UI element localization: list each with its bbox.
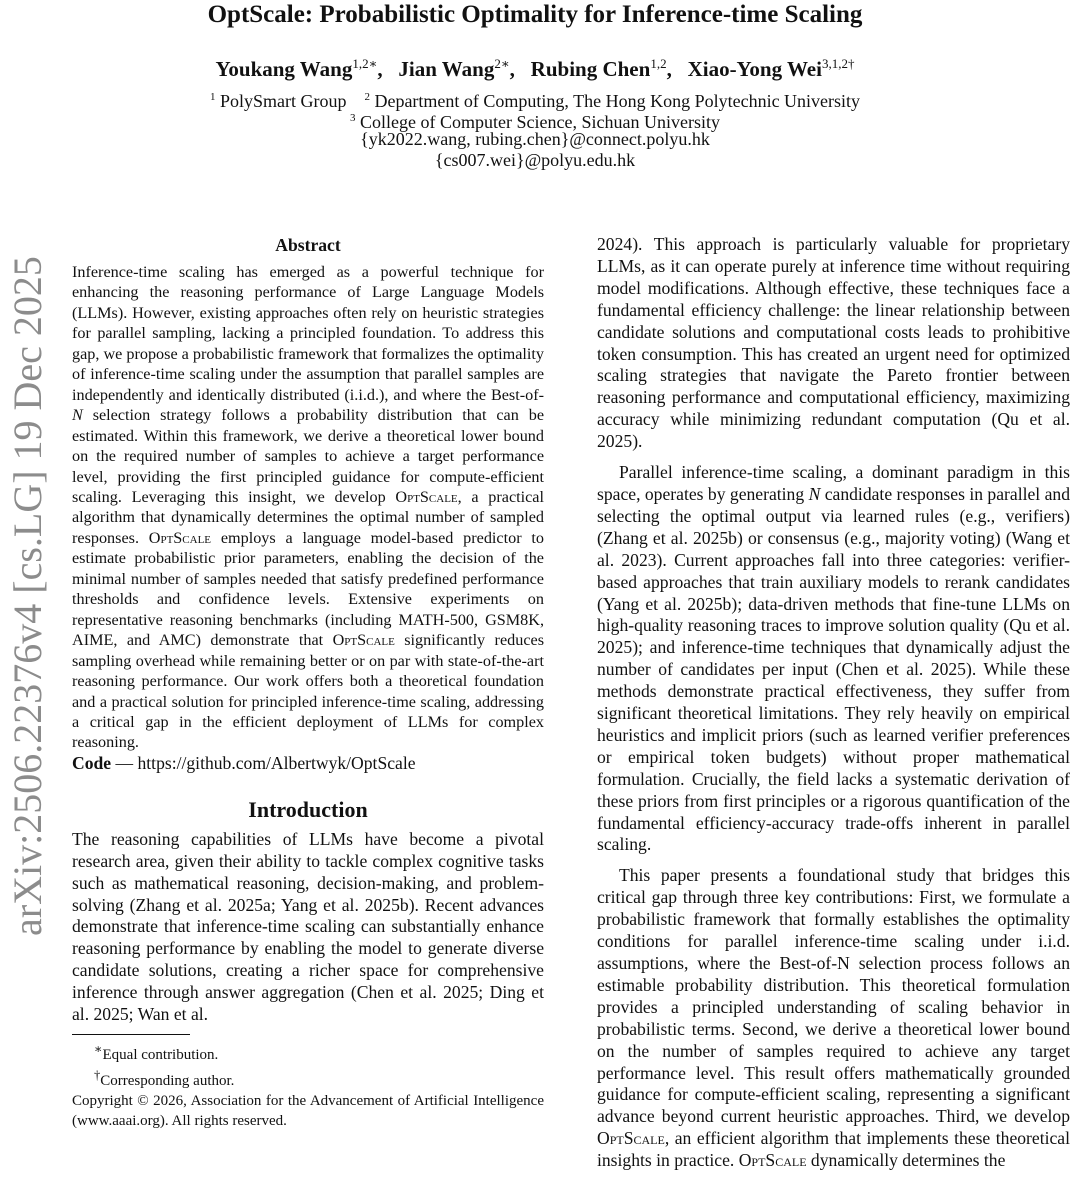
author-name: Xiao-Yong Wei: [687, 57, 822, 81]
footnote-text: Corresponding author.: [100, 1072, 235, 1089]
author-name: Youkang Wang: [215, 57, 353, 81]
method-name: OptScale: [738, 1150, 807, 1171]
abstract-body: [72, 262, 544, 753]
math-variable: N: [72, 406, 83, 425]
footnote-corresponding-author: [72, 1065, 544, 1091]
affiliation-marker: 1: [209, 91, 216, 103]
method-name: OptScale: [148, 528, 212, 547]
author-affiliation-marker: 3,1,2†: [821, 56, 855, 71]
method-name: OptScale: [597, 1128, 665, 1149]
body-text: candidate responses in parallel and selecting the optimal output via learned rules (e.g., verifiers) (Zhang et al. 2025b) or consensus (e.g., majority voting) (Wang et al. 2023). Current approaches fall into three categories: verifier-based approaches that train auxiliary models to rerank candidates (Yang et al. 2025b); data-driven methods that fine-tune LLMs on high-quality reasoning traces to improve solution quality (Qu et al. 2025); and inference-time techniques that dynamically adjust the number of candidates per input (Chen et al. 2025). While these methods demonstrate practical effectiveness, they suffer from significant theoretical limitations. They rely heavily on empirical heuristics and implicit priors (such as learned verifier preferences or empirical token budgets) without proper mathematical formulation. Crucially, the field lacks a systematic derivation of these priors from first principles or a rigorous quantification of the fundamental efficiency-accuracy trade-offs inherent in parallel scaling.: [597, 483, 1070, 855]
footnote-marker: †: [94, 1067, 101, 1082]
abstract-text: employs a language model-based predictor to estimate probabilistic prior parameters, enabling the decision of the minimal number of samples needed that satisfy predefined performance thresholds and confidence levels. Extensive experiments on representative reasoning benchmarks (including MATH-500, GSM8K, AIME, and AMC) demonstrate that: [72, 528, 544, 650]
affiliation-text: PolySmart Group: [215, 91, 365, 111]
abstract-text: Inference-time scaling has emerged as a powerful technique for enhancing the reasoning performance of Large Language Models (LLMs). However, existing approaches often rely on heuristic strategies for parallel sampling, lacking a principled foundation. To address this gap, we propose a probabilistic framework that formalizes the optimality of inference-time scaling under the assumption that parallel samples are independently and identically distributed (i.i.d.), and where the Best-of-: [72, 263, 544, 404]
method-name: OptScale: [395, 487, 458, 506]
author-separator: ,: [377, 57, 399, 81]
body-text: This paper presents a foundational study that bridges this critical gap through three key contributions: First, we formulate a probabilistic framework that formally establishes the optimality conditions for parallel inference-time scaling under i.i.d. assumptions, where the Best-of-N selection process follows an estimable probability distribution. This theoretical formulation provides a principled understanding of scaling behavior in probabilistic terms. Second, we derive a theoretical lower bound on the number of samples required to achieve any target performance level. This result offers mathematically grounded guidance for compute-efficient scaling, representing a significant advance beyond current heuristic approaches. Third, we develop: [597, 865, 1070, 1127]
body-text: , an efficient algorithm that implements these theoretical insights in practice.: [597, 1128, 1070, 1171]
right-column: [597, 234, 1070, 1172]
math-variable: N: [808, 483, 821, 504]
body-paragraph: [597, 865, 1070, 1172]
author-name: Jian Wang: [398, 57, 495, 81]
abstract-heading: Abstract: [275, 235, 341, 255]
author-affiliation-marker: 1,2: [650, 56, 667, 71]
author-separator: ,: [509, 57, 531, 81]
abstract-text: selection strategy follows a probability distribution that can be estimated. Within this framework, we derive a theoretical lower bound on the required number of samples to achieve a target performance level, providing the first principled guidance for compute-efficient scaling. Leveraging this insight, we develop: [72, 406, 544, 506]
body-paragraph: [597, 462, 1070, 856]
method-name: OptScale: [332, 631, 395, 650]
code-link-line: [72, 753, 544, 775]
body-paragraph: 2024). This approach is particularly valuable for proprietary LLMs, as it can operate purely at inference time without requiring model modifications. Although effective, these techniques face a fundamental efficiency challenge: the linear relationship between candidate solutions and computational costs leads to prohibitive token consumption. This has created an urgent need for optimized scaling strategies that navigate the Pareto frontier between reasoning performance and computational efficiency, maximizing accuracy while minimizing redundant computation (Qu et al. 2025).: [597, 234, 1070, 452]
author-affiliation-marker: 2∗: [494, 56, 510, 71]
author-name: Rubing Chen: [530, 57, 651, 81]
code-label: Code: [72, 752, 112, 773]
email-line-2: {cs007.wei}@polyu.edu.hk: [434, 150, 636, 170]
body-text: dynamically determines the: [806, 1150, 1006, 1171]
abstract-text: significantly reduces sampling overhead while remaining better or on par with state-of-the-art reasoning performance. Our work offers both a theoretical foundation and a practical solution for principled inference-time scaling, addressing a critical gap in the efficient deployment of LLMs for complex reasoning.: [72, 631, 544, 752]
arxiv-identifier-stamp: arXiv:2506.22376v4 [cs.LG] 19 Dec 2025: [5, 256, 50, 936]
body-text: Parallel inference-time scaling, a dominant paradigm in this space, operates by generating: [597, 462, 1070, 504]
footnote-rule: [72, 1034, 190, 1035]
affiliation-marker: 2: [364, 91, 370, 103]
footnote-text: Equal contribution.: [102, 1046, 219, 1063]
footnote-equal-contribution: [72, 1039, 544, 1065]
introduction-paragraph: The reasoning capabilities of LLMs have become a pivotal research area, given their ability to tackle complex cognitive tasks such as mathematical reasoning, decision-making, and problem-solving (Zhang et al. 2025a; Yang et al. 2025b). Recent advances demonstrate that inference-time scaling can substantially enhance reasoning performance by enabling the model to generate diverse candidate solutions, creating a richer space for comprehensive inference through answer aggregation (Chen et al. 2025; Ding et al. 2025; Wan et al.: [72, 828, 544, 1025]
email-line-1: {yk2022.wang, rubing.chen}@connect.polyu.hk: [360, 129, 710, 149]
code-repository-link[interactable]: https://github.com/Albertwyk/OptScale: [137, 752, 416, 773]
affiliation-marker: 3: [350, 112, 356, 124]
abstract-text: , a practical algorithm that dynamically determines the optimal number of sampled responses.: [72, 487, 544, 547]
code-separator: —: [111, 752, 138, 773]
left-column: [72, 234, 544, 1131]
footnote-marker: ∗: [94, 1041, 103, 1056]
copyright-notice: Copyright © 2026, Association for the Advancement of Artificial Intelligence (www.aaai.org). All rights reserved.: [72, 1092, 544, 1129]
author-separator: ,: [666, 57, 688, 81]
author-list: [0, 50, 1070, 83]
author-affiliation-marker: 1,2∗: [352, 56, 378, 71]
paper-title: OptScale: Probabilistic Optimality for Inference-time Scaling: [207, 1, 863, 28]
affiliation-text: College of Computer Science, Sichuan University: [355, 112, 720, 132]
introduction-heading: Introduction: [248, 796, 368, 822]
affiliation-text: Department of Computing, The Hong Kong Polytechnic University: [369, 91, 861, 111]
